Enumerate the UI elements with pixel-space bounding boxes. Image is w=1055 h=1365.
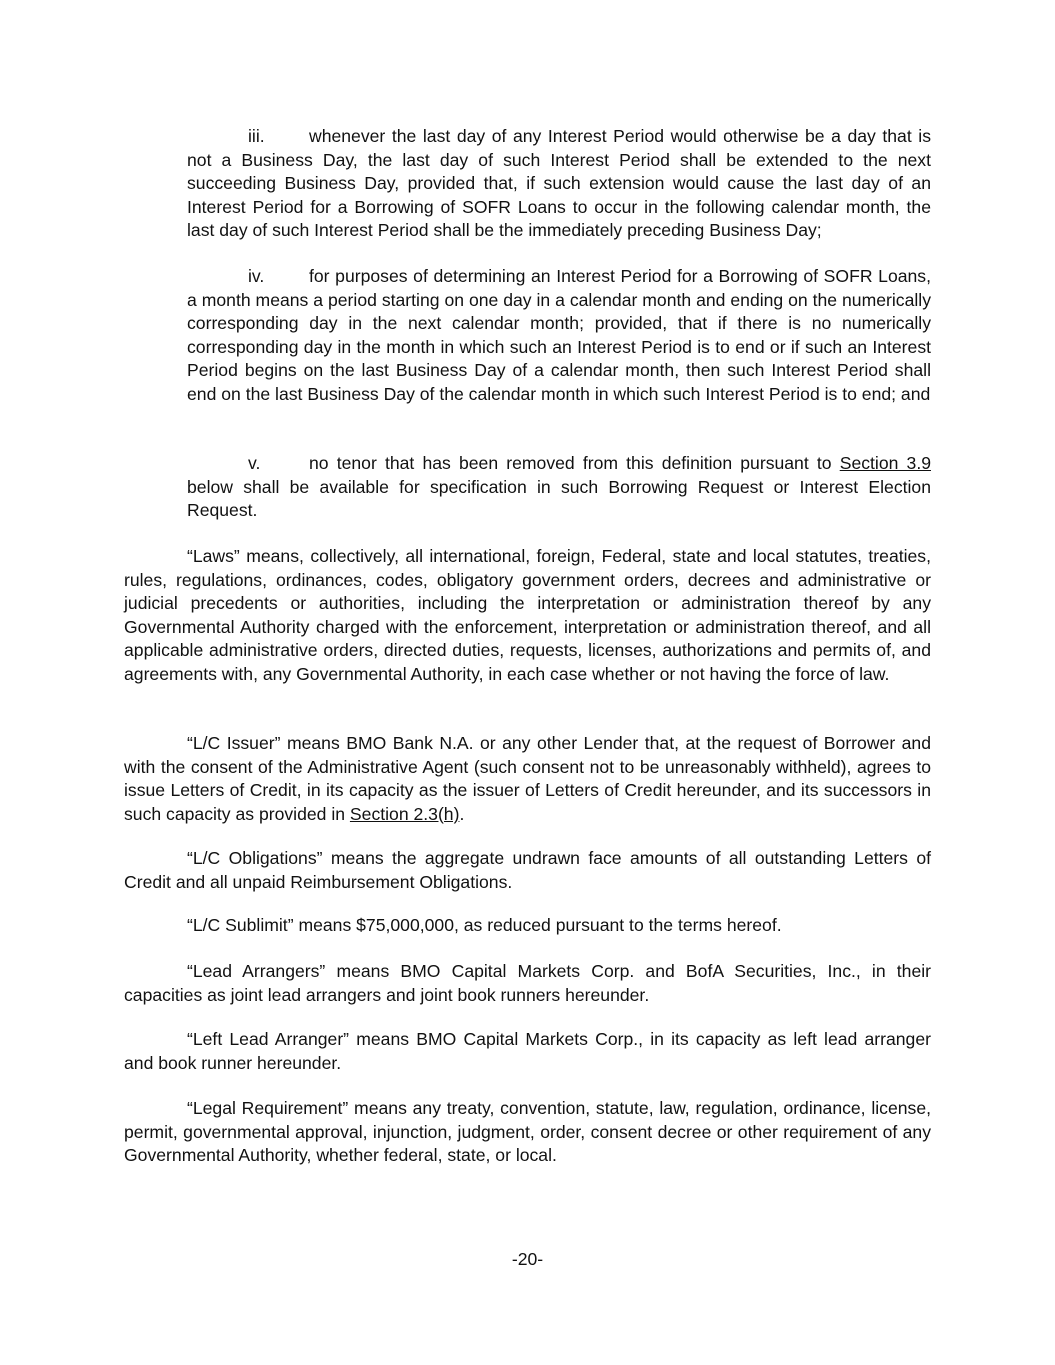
- definition-text: means any treaty, convention, statute, law, regulation, ordinance, license, permit, governmental approval, injunction, judgment, order, consent decree or other requirement of any Governmental Authority, whether federal, state, or local.: [124, 1098, 932, 1166]
- page-number: -20-: [511, 1249, 544, 1269]
- defined-term: “Laws”: [187, 546, 240, 566]
- clause-v: [187, 452, 931, 523]
- defined-term: “Lead Arrangers”: [187, 961, 326, 981]
- defined-term: “L/C Sublimit”: [187, 915, 294, 935]
- definition-text: means BMO Capital Markets Corp., in its capacity as left lead arranger and book runner hereunder.: [124, 1029, 931, 1073]
- defined-term: “Legal Requirement”: [187, 1098, 349, 1118]
- definition-text: .: [459, 803, 465, 824]
- defined-term: “L/C Issuer”: [187, 733, 281, 753]
- clause-text: for purposes of determining an Interest Period for a Borrowing of SOFR Loans, a month means a period starting on one day in a calendar month and ending on the numerically corresponding day in the next calendar month; provided, that if there is no numerically corresponding day in the month in which such an Interest Period is to end or if such an Interest Period begins on the last Business Day of a calendar month, then such Interest Period shall end on the last Business Day of the calendar month in which such Interest Period is to end; and: [187, 266, 931, 404]
- clause-iii: [187, 125, 931, 243]
- defined-term: “Left Lead Arranger”: [187, 1029, 350, 1049]
- defined-term: “L/C Obligations”: [187, 848, 323, 868]
- definition-text: means the aggregate undrawn face amounts of all outstanding Letters of Credit and all unpaid Reimbursement Obligations.: [124, 848, 931, 892]
- definition-lc-issuer: [124, 732, 931, 826]
- clause-iv: [187, 265, 931, 407]
- definition-laws: [124, 545, 931, 687]
- definition-lc-sublimit: [124, 914, 931, 938]
- definition-lead-arrangers: [124, 960, 931, 1007]
- clause-text: no tenor that has been removed from this definition pursuant to: [309, 453, 840, 473]
- clause-number: iii.: [248, 126, 265, 146]
- definition-lc-obligations: [124, 847, 931, 894]
- clause-number: iv.: [248, 266, 265, 286]
- definition-text: means $75,000,000, as reduced pursuant to the terms hereof.: [293, 915, 782, 935]
- definition-left-lead-arranger: [124, 1028, 931, 1075]
- clause-number: v.: [248, 453, 261, 473]
- definition-legal-requirement: [124, 1097, 931, 1168]
- clause-text: whenever the last day of any Interest Period would otherwise be a day that is not a Business Day, the last day of such Interest Period shall be extended to the next succeeding Business Day, provided that, if such extension would cause the last day of an Interest Period for a Borrowing of SOFR Loans to occur in the following calendar month, the last day of such Interest Period shall be the immediately preceding Business Day;: [187, 126, 931, 241]
- section-reference-link[interactable]: Section 3.9: [839, 453, 931, 473]
- clause-text: below shall be available for specification in such Borrowing Request or Interest Election Request.: [187, 476, 931, 521]
- definition-text: means, collectively, all international, foreign, Federal, state and local statutes, treaties, rules, regulations, ordinances, codes, obligatory government orders, decrees and administrative or judicial precedents or authorities, including the interpretation or administration thereof by any Governmental Authority charged with the enforcement, interpretation or administration thereof, and all applicable administrative orders, directed duties, requests, licenses, authorizations and permits of, and agreements with, any Governmental Authority, in each case whether or not having the force of law.: [124, 546, 931, 684]
- definition-text: means BMO Capital Markets Corp. and BofA Securities, Inc., in their capacities as joint lead arrangers and joint book runners hereunder.: [124, 961, 931, 1005]
- definition-text: means BMO Bank N.A. or any other Lender that, at the request of Borrower and with the consent of the Administrative Agent (such consent not to be unreasonably withheld), agrees to issue Letters of Credit, in its capacity as the issuer of Letters of Credit hereunder, and its successors in such capacity as provided in: [124, 733, 931, 824]
- section-reference-link[interactable]: Section 2.3(h): [349, 803, 460, 824]
